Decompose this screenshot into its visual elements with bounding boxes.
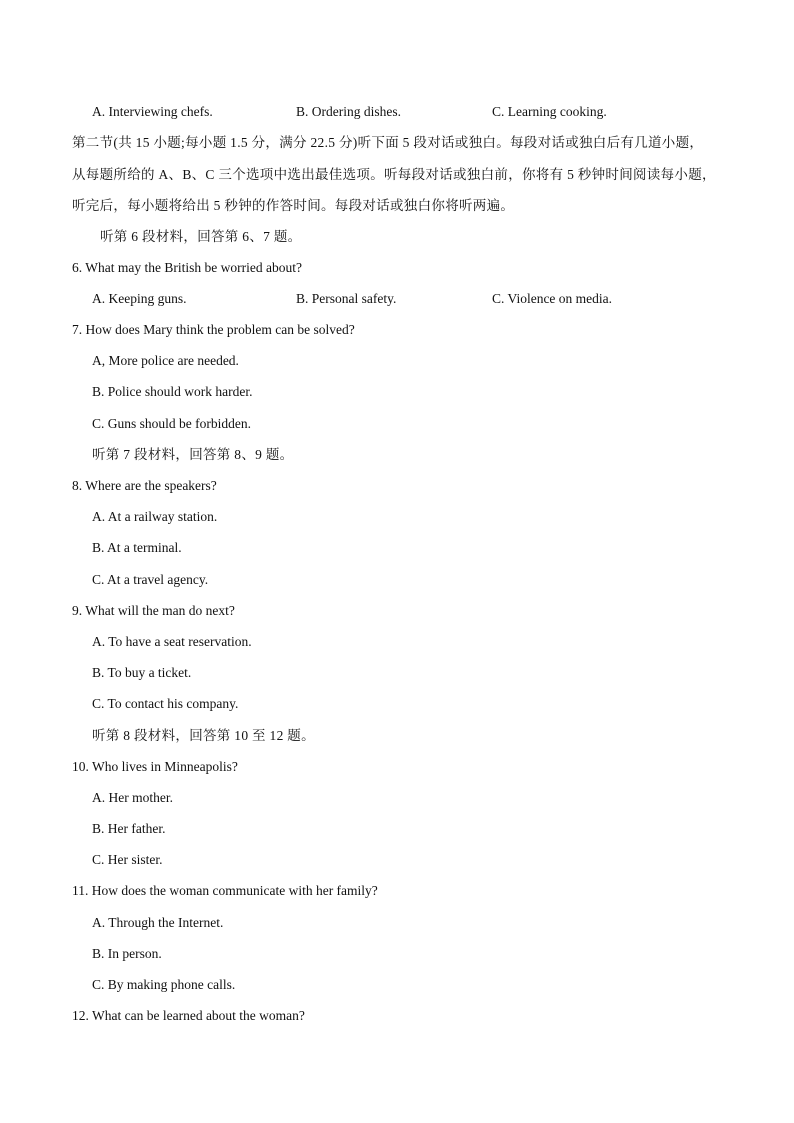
- q10-option-b: B. Her father.: [92, 821, 166, 836]
- q11-option-b: B. In person.: [92, 946, 162, 961]
- material6-heading: 听第 6 段材料，回答第 6、7 题。: [100, 229, 302, 244]
- q9-option-a: A. To have a seat reservation.: [92, 634, 252, 649]
- q5-option-c: C. Learning cooking.: [492, 104, 607, 119]
- q6-question: 6. What may the British be worried about?: [72, 260, 302, 275]
- q6-option-a: A. Keeping guns.: [92, 291, 187, 306]
- q9-option-b: B. To buy a ticket.: [92, 665, 192, 680]
- q9-question: 9. What will the man do next?: [72, 603, 235, 618]
- q10-option-c: C. Her sister.: [92, 852, 163, 867]
- q5-option-a: A. Interviewing chefs.: [92, 104, 213, 119]
- q7-option-c: C. Guns should be forbidden.: [92, 416, 251, 431]
- q8-question: 8. Where are the speakers?: [72, 478, 217, 493]
- q6-option-b: B. Personal safety.: [296, 291, 397, 306]
- q5-option-b: B. Ordering dishes.: [296, 104, 401, 119]
- q10-question: 10. Who lives in Minneapolis?: [72, 759, 238, 774]
- q7-option-b: B. Police should work harder.: [92, 384, 253, 399]
- q8-option-b: B. At a terminal.: [92, 540, 182, 555]
- q7-question: 7. How does Mary think the problem can be solved?: [72, 322, 355, 337]
- q8-option-a: A. At a railway station.: [92, 509, 218, 524]
- q10-option-a: A. Her mother.: [92, 790, 173, 805]
- q11-option-a: A. Through the Internet.: [92, 915, 224, 930]
- q8-option-c: C. At a travel agency.: [92, 572, 209, 587]
- q9-option-c: C. To contact his company.: [92, 696, 239, 711]
- section2-instruction-line1: 第二节(共 15 小题;每小题 1.5 分，满分 22.5 分)听下面 5 段对话或独白。每段对话或独白后有几道小题，: [72, 135, 704, 150]
- q11-question: 11. How does the woman communicate with her family?: [72, 883, 378, 898]
- q11-option-c: C. By making phone calls.: [92, 977, 236, 992]
- q12-question: 12. What can be learned about the woman?: [72, 1008, 305, 1023]
- section2-instruction-line2: 从每题所给的 A、B、C 三个选项中选出最佳选项。听每段对话或独白前，你将有 5 秒钟时间阅读每小题，: [72, 167, 716, 182]
- q6-option-c: C. Violence on media.: [492, 291, 613, 306]
- material7-heading: 听第 7 段材料，回答第 8、9 题。: [92, 447, 294, 462]
- section2-instruction-line3: 听完后，每小题将给出 5 秒钟的作答时间。每段对话或独白你将听两遍。: [72, 198, 515, 213]
- q7-option-a: A, More police are needed.: [92, 353, 239, 368]
- material8-heading: 听第 8 段材料，回答第 10 至 12 题。: [92, 728, 315, 743]
